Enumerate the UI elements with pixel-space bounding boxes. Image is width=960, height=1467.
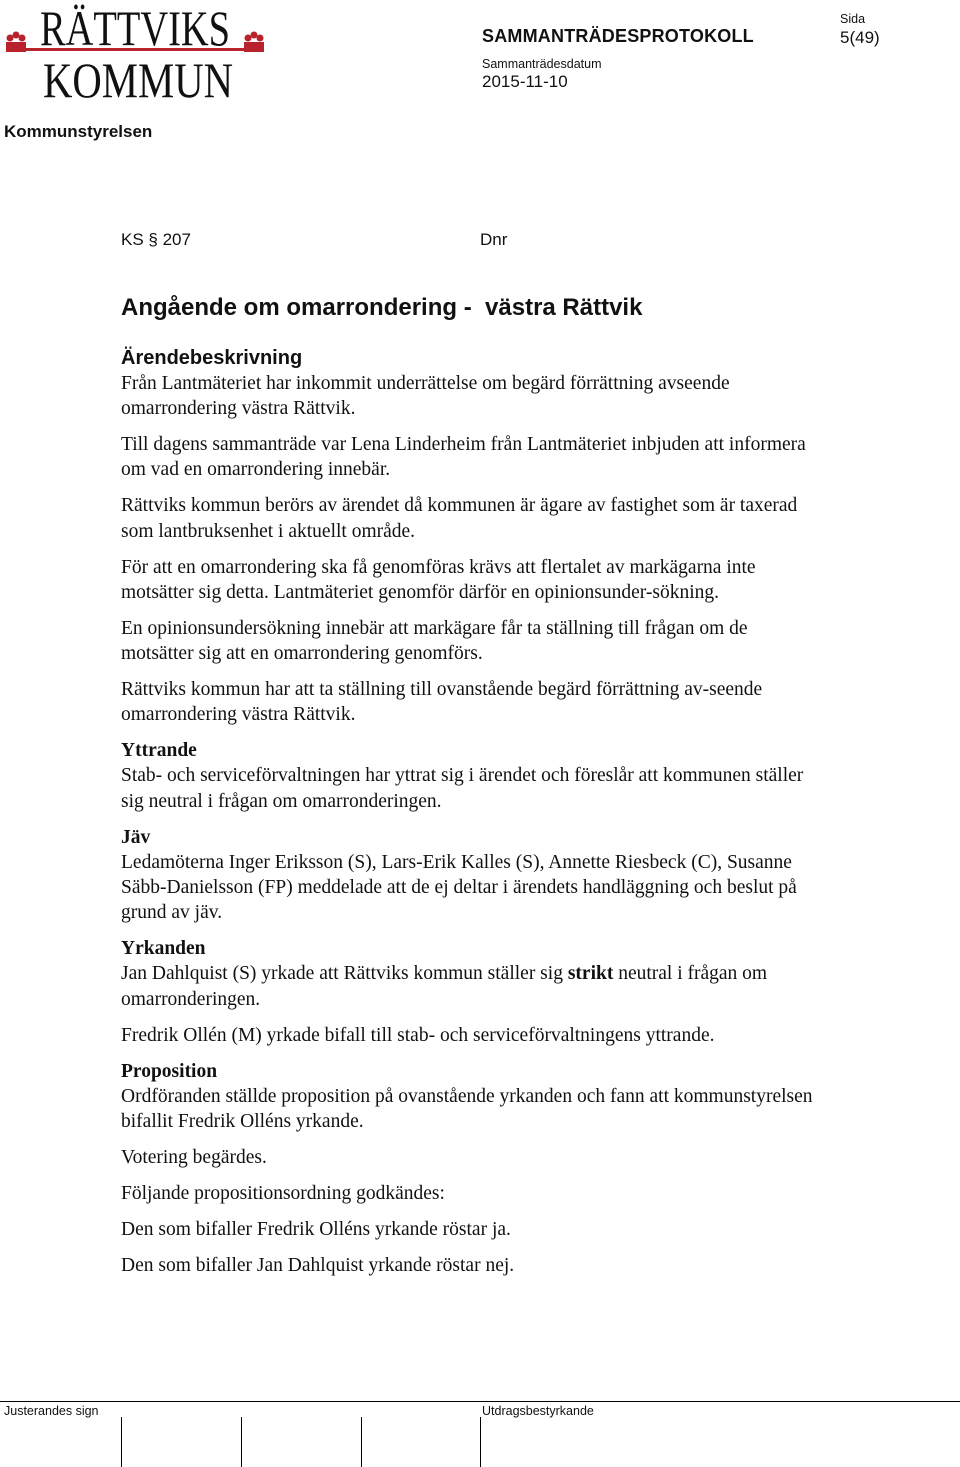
section-heading-arendebeskrivning: Ärendebeskrivning xyxy=(121,347,303,369)
emphasis: strikt xyxy=(567,963,614,985)
page-label: Sida xyxy=(840,12,866,26)
paragraph: Rättviks kommun berörs av ärendet då kommunen är ägare av fastighet som är taxerad som lantbruksenhet i aktuellt område. xyxy=(121,495,798,542)
meeting-date: 2015-11-10 xyxy=(482,72,568,91)
organ-name: Kommunstyrelsen xyxy=(4,122,153,141)
text-run: Jan Dahlquist (S) yrkade att Rättviks kommun ställer sig xyxy=(121,963,568,985)
paragraph: Votering begärdes. xyxy=(121,1147,267,1169)
extract-certification-label: Utdragsbestyrkande xyxy=(482,1404,594,1418)
signature-box-divider xyxy=(241,1417,242,1467)
page-number: 5(49) xyxy=(840,28,880,47)
paragraph: Från Lantmäteriet har inkommit underrättelse om begärd förrättning avseende omarrondering västra Rättvik. xyxy=(121,373,730,420)
case-title: Angående om omarrondering - västra Rättvik xyxy=(121,294,643,321)
meeting-date-label: Sammanträdesdatum xyxy=(482,57,602,71)
dnr-label: Dnr xyxy=(480,230,508,249)
section-heading-yttrande: Yttrande xyxy=(121,740,197,762)
text-run: neutral i frågan om omarronderingen. xyxy=(121,963,768,1010)
paragraph xyxy=(121,961,821,1011)
logo-text-bottom: KOMMUN xyxy=(43,52,233,102)
signature-label: Justerandes sign xyxy=(4,1404,99,1418)
paragraph: Den som bifaller Jan Dahlquist yrkande röstar nej. xyxy=(121,1255,515,1277)
signature-box-divider xyxy=(480,1417,481,1467)
section-heading-yrkanden: Yrkanden xyxy=(121,938,206,960)
paragraph: Rättviks kommun har att ta ställning till ovanstående begärd förrättning av-seende omarrondering västra Rättvik. xyxy=(121,679,763,726)
paragraph: En opinionsundersökning innebär att markägare får ta ställning till frågan om de motsätter sig att en omarrondering genomförs. xyxy=(121,617,748,665)
protocol-body xyxy=(121,346,821,1289)
paragraph: Följande propositionsordning godkändes: xyxy=(121,1183,445,1205)
logo-text-top: RÄTTVIKS xyxy=(40,2,230,56)
signature-box-divider xyxy=(121,1417,122,1467)
paragraph: Till dagens sammanträde var Lena Linderheim från Lantmäteriet inbjuden att informera om vad en omarrondering innebär. xyxy=(121,434,806,481)
section-heading-proposition: Proposition xyxy=(121,1060,218,1082)
paragraph: Ledamöterna Inger Eriksson (S), Lars-Erik Kalles (S), Annette Riesbeck (C), Susanne Säbb-Danielsson (FP) meddelade att de ej deltar i ärendets handläggning och beslut på grund av jäv. xyxy=(121,851,797,924)
section-heading-jav: Jäv xyxy=(121,826,151,848)
signature-box-divider xyxy=(361,1417,362,1467)
municipality-logo xyxy=(4,2,266,102)
paragraph: Ordföranden ställde proposition på ovanstående yrkanden och fann att kommunstyrelsen bifallit Fredrik Olléns yrkande. xyxy=(121,1085,813,1133)
signature-footer xyxy=(0,1401,960,1467)
paragraph: Den som bifaller Fredrik Olléns yrkande röstar ja. xyxy=(121,1219,511,1241)
paragraph: Fredrik Ollén (M) yrkade bifall till stab- och serviceförvaltningens yttrande. xyxy=(121,1024,715,1046)
paragraph: För att en omarrondering ska få genomföras krävs att flertalet av markägarna inte motsätter sig detta. Lantmäteriet genomför därför en opinionsunder-sökning. xyxy=(121,556,756,603)
document-title: SAMMANTRÄDESPROTOKOLL xyxy=(482,26,754,46)
case-number: KS § 207 xyxy=(121,230,191,249)
paragraph: Stab- och serviceförvaltningen har yttrat sig i ärendet och föreslår att kommunen ställer sig neutral i frågan om omarronderingen. xyxy=(121,765,804,812)
